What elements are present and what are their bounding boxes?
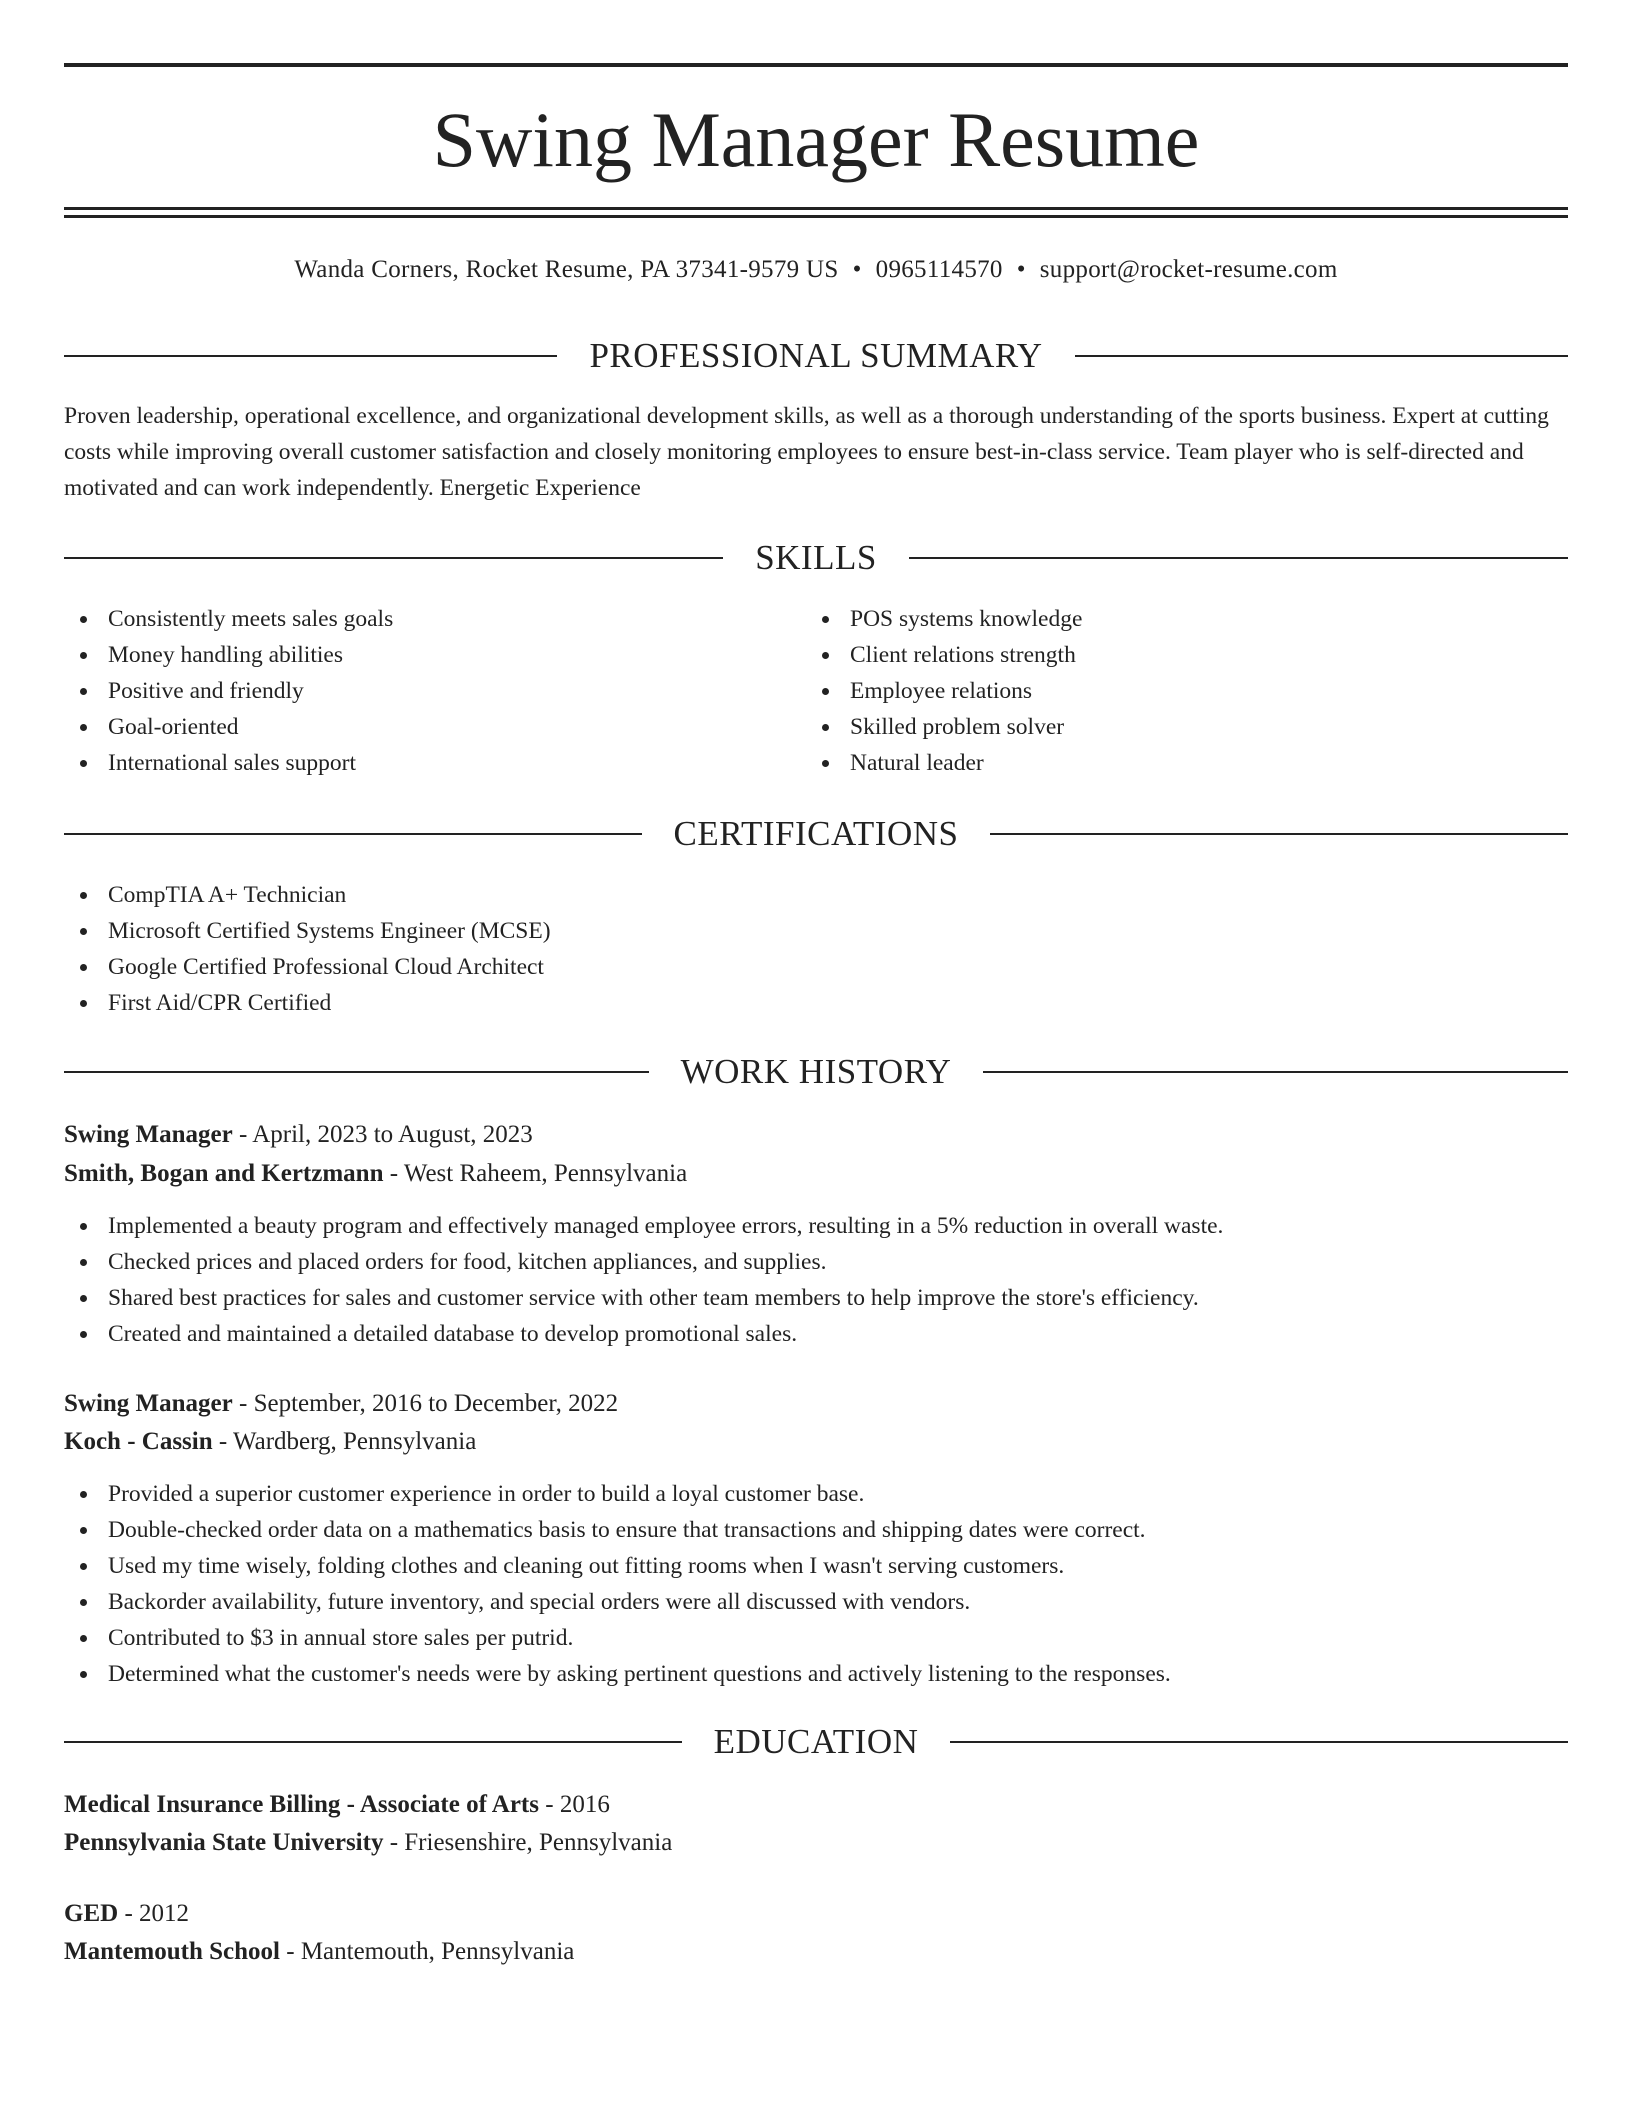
skill-item: Positive and friendly — [64, 673, 764, 709]
job-bullet: Checked prices and placed orders for food, kitchen appliances, and supplies. — [64, 1244, 1568, 1280]
skill-item: Money handling abilities — [64, 637, 764, 673]
top-rule — [64, 63, 1568, 67]
contact-line — [64, 252, 1568, 288]
job-company: Smith, Bogan and Kertzmann — [64, 1160, 384, 1187]
education-degree-line: GED - 2012 — [64, 1900, 190, 1927]
job-bullet: Used my time wisely, folding clothes and cleaning out fitting rooms when I wasn't serving customers. — [64, 1548, 1568, 1584]
education-year: 2016 — [559, 1791, 610, 1818]
skill-item: Employee relations — [806, 673, 1506, 709]
title-rule-upper — [64, 207, 1568, 210]
skill-item: Natural leader — [806, 745, 1506, 781]
section-rule — [64, 833, 642, 835]
skill-item: Consistently meets sales goals — [64, 601, 764, 637]
skill-item: Client relations strength — [806, 637, 1506, 673]
job-bullet: Shared best practices for sales and customer service with other team members to help improve the store's efficiency. — [64, 1280, 1568, 1316]
contact-email: support@rocket-resume.com — [1039, 256, 1338, 283]
education-location: Friesenshire, Pennsylvania — [404, 1829, 673, 1856]
skill-item: POS systems knowledge — [806, 601, 1506, 637]
section-rule — [64, 355, 557, 357]
certification-item: Google Certified Professional Cloud Architect — [64, 949, 1568, 985]
section-header-work-history — [64, 1050, 1568, 1094]
job-title-line: Swing Manager - September, 2016 to December, 2022 — [64, 1390, 619, 1417]
job-bullet: Contributed to $3 in annual store sales per putrid. — [64, 1620, 1568, 1656]
job-bullet: Created and maintained a detailed database to develop promotional sales. — [64, 1316, 1568, 1352]
section-header-education — [64, 1720, 1568, 1764]
contact-separator: • — [1016, 256, 1026, 283]
job-bullet: Double-checked order data on a mathematics basis to ensure that transactions and shipping dates were correct. — [64, 1512, 1568, 1548]
job-bullet: Provided a superior customer experience in order to build a loyal customer base. — [64, 1476, 1568, 1512]
job-bullets — [64, 1208, 1568, 1352]
section-header-certifications — [64, 812, 1568, 856]
section-rule — [64, 1741, 682, 1743]
certification-item: First Aid/CPR Certified — [64, 985, 1568, 1021]
job-title: Swing Manager — [64, 1390, 233, 1417]
education-year: 2012 — [139, 1900, 190, 1927]
section-rule — [64, 557, 723, 559]
certification-item: Microsoft Certified Systems Engineer (MCSE) — [64, 913, 1568, 949]
section-rule — [950, 1741, 1568, 1743]
section-header-skills — [64, 536, 1568, 580]
job-bullets — [64, 1476, 1568, 1692]
skill-item: Goal-oriented — [64, 709, 764, 745]
education-degree: GED — [64, 1900, 119, 1927]
job-bullet: Backorder availability, future inventory, and special orders were all discussed with vendors. — [64, 1584, 1568, 1620]
skill-item: Skilled problem solver — [806, 709, 1506, 745]
education-school-line: Pennsylvania State University - Friesenshire, Pennsylvania — [64, 1829, 673, 1856]
contact-address: Wanda Corners, Rocket Resume, PA 37341-9579 US — [294, 256, 839, 283]
section-rule — [990, 833, 1568, 835]
job-title-line: Swing Manager - April, 2023 to August, 2023 — [64, 1121, 533, 1148]
section-title: WORK HISTORY — [680, 1052, 952, 1091]
section-title: CERTIFICATIONS — [673, 814, 959, 853]
section-title: PROFESSIONAL SUMMARY — [589, 336, 1043, 375]
section-title: EDUCATION — [713, 1722, 919, 1761]
section-title: SKILLS — [755, 538, 877, 577]
job-title: Swing Manager — [64, 1121, 233, 1148]
education-degree: Medical Insurance Billing - Associate of Arts — [64, 1791, 539, 1818]
section-header-summary — [64, 334, 1568, 378]
job-dates: April, 2023 to August, 2023 — [252, 1121, 533, 1148]
section-rule — [983, 1071, 1568, 1073]
section-rule — [1075, 355, 1568, 357]
education-school: Mantemouth School — [64, 1938, 280, 1965]
section-rule — [909, 557, 1568, 559]
education-location: Mantemouth, Pennsylvania — [300, 1938, 575, 1965]
job-location: Wardberg, Pennsylvania — [233, 1428, 477, 1455]
summary-text: Proven leadership, operational excellence, and organizational development skills, as well as a thorough understanding of the sports business. Expert at cutting costs while improving overall customer satisfaction and closely monitoring employees to ensure best-in-class service. Team player who is self-directed and motivated and can work independently. Energetic Experience — [64, 403, 1549, 501]
certification-item: CompTIA A+ Technician — [64, 877, 1568, 913]
job-company-line: Koch - Cassin - Wardberg, Pennsylvania — [64, 1428, 477, 1455]
job-company-line: Smith, Bogan and Kertzmann - West Raheem, Pennsylvania — [64, 1160, 688, 1187]
job-bullet: Determined what the customer's needs were by asking pertinent questions and actively listening to the responses. — [64, 1656, 1568, 1692]
job-company: Koch - Cassin — [64, 1428, 213, 1455]
title-rule-lower — [64, 215, 1568, 218]
skill-item: International sales support — [64, 745, 764, 781]
job-bullet: Implemented a beauty program and effectively managed employee errors, resulting in a 5% reduction in overall waste. — [64, 1208, 1568, 1244]
education-degree-line: Medical Insurance Billing - Associate of Arts - 2016 — [64, 1791, 610, 1818]
job-dates: September, 2016 to December, 2022 — [253, 1390, 619, 1417]
skills-list-right — [806, 601, 1506, 781]
contact-separator: • — [852, 256, 862, 283]
job-location: West Raheem, Pennsylvania — [403, 1160, 688, 1187]
skills-list-left — [64, 601, 764, 781]
certifications-list — [64, 877, 1568, 1021]
section-rule — [64, 1071, 649, 1073]
resume-title: Swing Manager Resume — [432, 96, 1200, 183]
education-school-line: Mantemouth School - Mantemouth, Pennsylvania — [64, 1938, 575, 1965]
education-school: Pennsylvania State University — [64, 1829, 384, 1856]
contact-phone: 0965114570 — [875, 256, 1003, 283]
